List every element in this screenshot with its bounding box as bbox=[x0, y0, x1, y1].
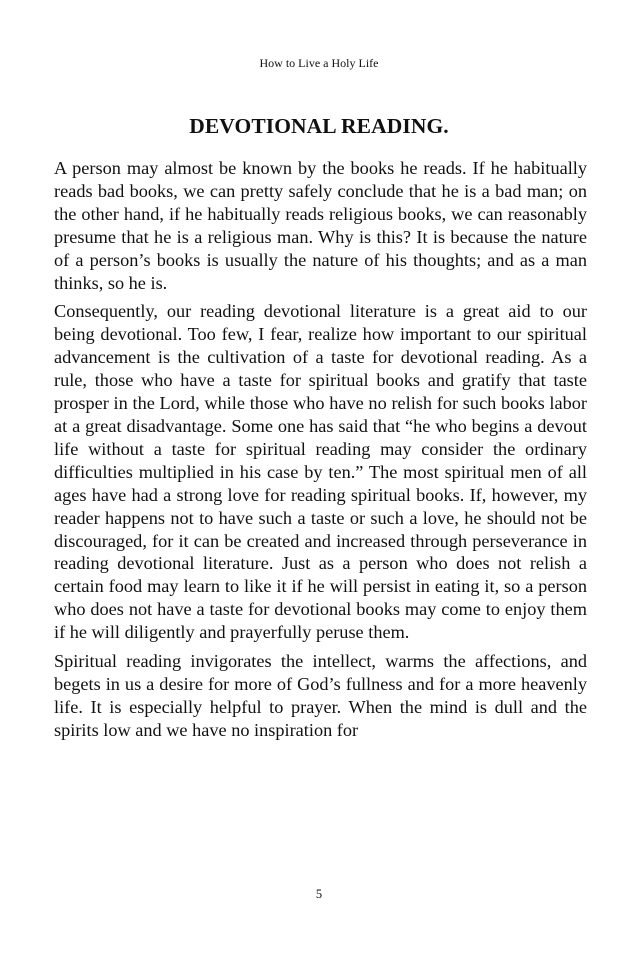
chapter-title: DEVOTIONAL READING. bbox=[189, 114, 449, 138]
page-number: 5 bbox=[315, 887, 323, 901]
body-text bbox=[54, 157, 587, 748]
paragraph: Consequently, our reading devotional literature is a great aid to our being devotional. Too few, I fear, realize how important to our spiritual advancement is the cultivation of a taste for devotional reading. As a rule, those who have a taste for spiritual books and gratify that taste prosper in the Lord, while those who have no relish for such books labor at a great disadvantage. Some one has said that “he who begins a devout life without a taste for spiritual reading may consider the ordinary difficulties multiplied in his case by ten.” The most spiritual men of all ages have had a strong love for reading spiritual books. If, however, my reader happens not to have such a taste or such a love, he should not be discouraged, for it can be created and increased through perseverance in reading devotional literature. Just as a person who does not relish a certain food may learn to like it if he will persist in eating it, so a person who does not have a taste for devotional books may come to enjoy them if he will diligently and prayerfully peruse them. bbox=[54, 301, 587, 643]
paragraph: A person may almost be known by the books he reads. If he habitually reads bad books, we can pretty safely conclude that he is a bad man; on the other hand, if he habitually reads religious books, we can reasonably presume that he is a religious man. Why is this? It is because the nature of a person’s books is usually the nature of his thoughts; and as a man thinks, so he is. bbox=[54, 158, 587, 293]
paragraph: Spiritual reading invigorates the intellect, warms the affections, and begets in us a desire for more of God’s fullness and for a more heavenly life. It is especially helpful to prayer. When the mind is dull and the spirits low and we have no inspiration for bbox=[54, 651, 587, 740]
running-head: How to Live a Holy Life bbox=[259, 56, 379, 70]
